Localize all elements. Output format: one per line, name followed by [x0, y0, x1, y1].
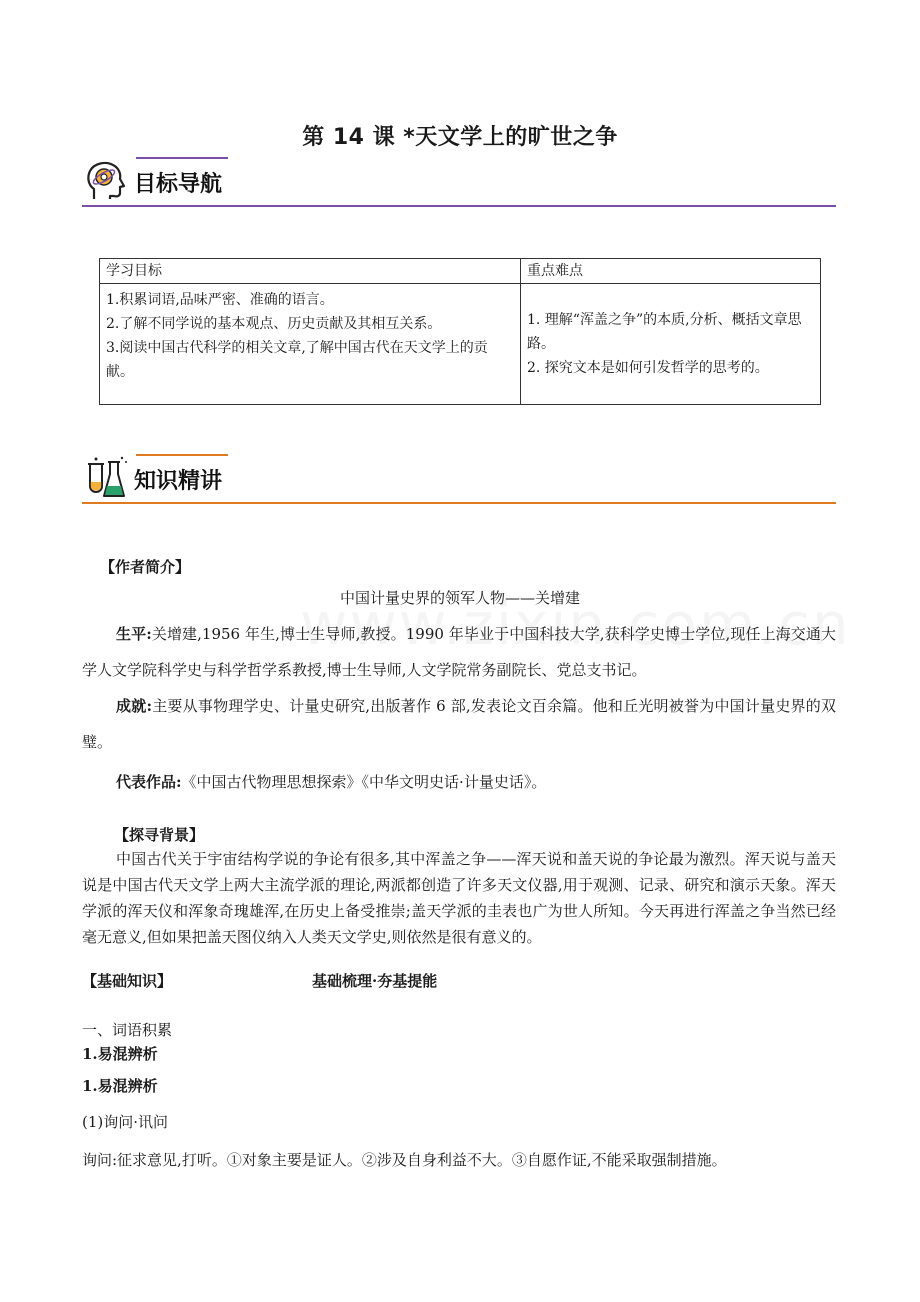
keypoints-cell	[521, 284, 821, 405]
keypoint-item: 1. 理解“浑盖之争”的本质,分析、概括文章思路。	[527, 312, 802, 352]
basics-heading: 【基础知识】	[82, 972, 173, 990]
author-bio	[82, 616, 836, 688]
author-works	[82, 764, 836, 800]
lab-flasks-icon	[84, 456, 128, 500]
background-text: 中国古代关于宇宙结构学说的争论有很多,其中浑盖之争——浑天说和盖天说的争论最为激烈。浑天说与盖天说是中国古代天文学上两大主流学派的理论,两派都创造了许多天文仪器,用于观测、记录、研究和演示天象。浑天学派的浑天仪和浑象奇瑰雄浑,在历史上备受推崇;盖天学派的圭表也广为世人所知。今天再进行浑盖之争当然已经毫无意义,但如果把盖天图仪纳入人类天文学史,则依然是很有意义的。	[82, 850, 836, 946]
section-title-knowledge: 知识精讲	[134, 469, 223, 494]
author-heading: 【作者简介】	[100, 558, 191, 576]
section-title-goals: 目标导航	[134, 172, 223, 197]
table-header-goals: 学习目标	[100, 259, 521, 284]
goal-item: 3.阅读中国古代科学的相关文章,了解中国古代在天文学上的贡献。	[106, 340, 488, 380]
goals-table	[99, 258, 821, 405]
basics-subheading: 基础梳理·夯基提能	[312, 972, 438, 990]
part-heading: 一、词语积累	[82, 1021, 173, 1039]
bio-label: 生平:	[116, 625, 152, 643]
section-header-knowledge	[82, 454, 836, 504]
item-heading: 1.易混辨析	[82, 1077, 158, 1095]
works-label: 代表作品:	[116, 773, 182, 791]
definition-text: 询问:征求意见,打听。①对象主要是证人。②涉及自身利益不大。③自愿作证,不能采取强制措施。	[82, 1151, 727, 1169]
goal-item: 1.积累词语,品味严密、准确的语言。	[106, 292, 334, 308]
achieve-label: 成就:	[116, 697, 152, 715]
item-heading: 1.易混辨析	[82, 1045, 158, 1063]
author-subtitle: 中国计量史界的领军人物——关增建	[339, 589, 580, 607]
keypoint-item: 2. 探究文本是如何引发哲学的思考的。	[527, 360, 769, 376]
sub-item: (1)询问·讯问	[82, 1113, 169, 1131]
table-header-keypoints: 重点难点	[521, 259, 821, 284]
goal-item: 2.了解不同学说的基本观点、历史贡献及其相互关系。	[106, 316, 442, 332]
page-title: 第 14 课 *天文学上的旷世之争	[302, 125, 618, 150]
author-achievements	[82, 688, 836, 760]
background-heading: 【探寻背景】	[114, 826, 205, 844]
goals-cell	[100, 284, 521, 405]
section-divider	[82, 205, 836, 207]
header-accent-line	[136, 157, 228, 159]
bio-text: 关增建,1956 年生,博士生导师,教授。1990 年毕业于中国科技大学,获科学史博士学位,现任上海交通大学人文学院科学史与科学哲学系教授,博士生导师,人文学院常务副院长、党总支书记。	[82, 625, 836, 679]
works-text: 《中国古代物理思想探索》《中华文明史话·计量史话》。	[181, 773, 547, 791]
section-divider	[82, 502, 836, 504]
head-gears-icon	[84, 159, 128, 203]
achieve-text: 主要从事物理学史、计量史研究,出版著作 6 部,发表论文百余篇。他和丘光明被誉为中国计量史界的双璧。	[82, 697, 836, 751]
section-header-goals	[82, 157, 836, 207]
header-accent-line	[136, 454, 228, 456]
